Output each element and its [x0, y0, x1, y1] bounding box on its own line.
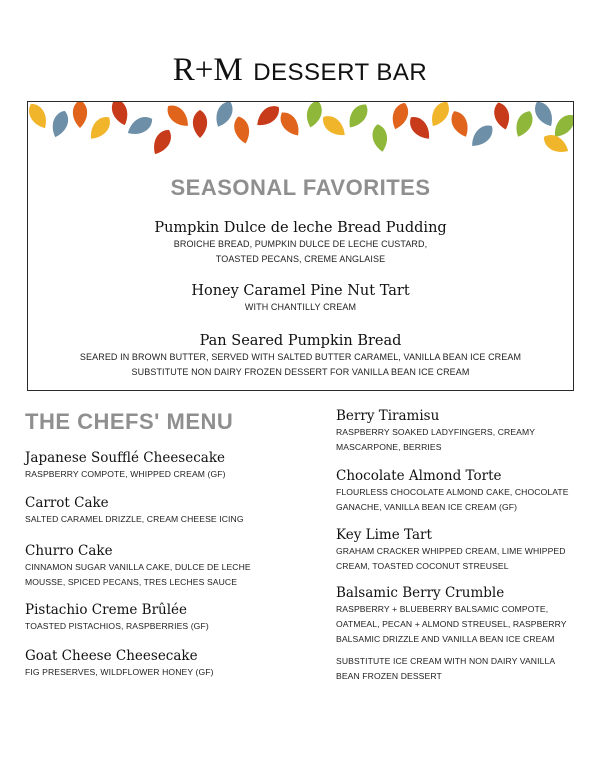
menu-item-desc: CINNAMON SUGAR VANILLA CAKE, DULCE DE LECHE [25, 562, 251, 572]
menu-note [336, 654, 581, 684]
seasonal-item-desc: SEARED IN BROWN BUTTER, SERVED WITH SALTED BUTTER CARAMEL, VANILLA BEAN ICE CREAM [79, 352, 522, 362]
menu-item-name: Japanese Soufflé Cheesecake [25, 450, 226, 466]
menu-item [25, 601, 295, 634]
menu-item-name: Chocolate Almond Torte [336, 468, 502, 484]
menu-item-name: Churro Cake [25, 543, 113, 559]
menu-item-desc: OATMEAL, PECAN + ALMOND STREUSEL, RASPBERRY [336, 619, 567, 629]
menu-item-desc: SALTED CARAMEL DRIZZLE, CREAM CHEESE ICING [25, 514, 244, 524]
brand-logo: R+M [172, 52, 243, 88]
seasonal-item-desc: SUBSTITUTE NON DAIRY FROZEN DESSERT FOR VANILLA BEAN ICE CREAM [131, 367, 470, 377]
seasonal-item-desc: WITH CHANTILLY CREAM [244, 302, 357, 312]
menu-item [336, 584, 581, 647]
menu-item-desc: GRAHAM CRACKER WHIPPED CREAM, LIME WHIPPED [336, 546, 566, 556]
brand-title: DESSERT BAR [253, 59, 428, 86]
menu-item [25, 494, 295, 527]
menu-item-desc: BALSAMIC DRIZZLE AND VANILLA BEAN ICE CREAM [336, 634, 555, 644]
menu-item [336, 526, 581, 574]
seasonal-item [28, 282, 573, 315]
menu-note-line: BEAN FROZEN DESSERT [336, 671, 442, 681]
seasonal-item-name: Pan Seared Pumpkin Bread [199, 333, 402, 349]
menu-note-line: SUBSTITUTE ICE CREAM WITH NON DAIRY VANILLA [336, 656, 556, 666]
menu-item-name: Berry Tiramisu [336, 408, 440, 424]
seasonal-item [28, 332, 573, 380]
menu-item [25, 542, 295, 590]
seasonal-favorites-box [27, 101, 574, 391]
menu-item [25, 449, 295, 482]
leaf-shapes [28, 102, 574, 158]
menu-item-desc: RASPBERRY + BLUEBERRY BALSAMIC COMPOTE, [336, 604, 549, 614]
seasonal-item-name: Honey Caramel Pine Nut Tart [191, 283, 410, 299]
menu-item-desc: FLOURLESS CHOCOLATE ALMOND CAKE, CHOCOLATE [336, 487, 569, 497]
menu-item-name: Goat Cheese Cheesecake [25, 648, 198, 664]
chefs-menu-heading: THE CHEFS' MENU [25, 409, 234, 434]
menu-item-desc: GANACHE, VANILLA BEAN ICE CREAM (GF) [336, 502, 518, 512]
seasonal-item-name: Pumpkin Dulce de leche Bread Pudding [154, 220, 447, 236]
menu-item-desc: MASCARPONE, BERRIES [336, 442, 442, 452]
menu-item-name: Carrot Cake [25, 495, 109, 511]
menu-header [0, 52, 600, 89]
seasonal-item-desc: TOASTED PECANS, CREME ANGLAISE [215, 254, 386, 264]
menu-item-desc: FIG PRESERVES, WILDFLOWER HONEY (GF) [25, 667, 214, 677]
menu-item-name: Key Lime Tart [336, 527, 432, 543]
menu-item-desc: TOASTED PISTACHIOS, RASPBERRIES (GF) [25, 621, 209, 631]
menu-item-name: Pistachio Creme Brûlée [25, 602, 188, 618]
menu-item-name: Balsamic Berry Crumble [336, 585, 505, 601]
menu-item-desc: RASPBERRY SOAKED LADYFINGERS, CREAMY [336, 427, 536, 437]
seasonal-favorites-heading: SEASONAL FAVORITES [170, 175, 431, 200]
menu-item [25, 647, 295, 680]
autumn-leaves-garland [28, 102, 574, 182]
menu-item-desc: RASPBERRY COMPOTE, WHIPPED CREAM (GF) [25, 469, 226, 479]
seasonal-item-desc: BROICHE BREAD, PUMPKIN DULCE DE LECHE CUSTARD, [173, 239, 428, 249]
seasonal-item [28, 219, 573, 267]
menu-item [336, 407, 581, 455]
menu-item-desc: CREAM, TOASTED COCONUT STREUSEL [336, 561, 509, 571]
menu-item-desc: MOUSSE, SPICED PECANS, TRES LECHES SAUCE [25, 577, 238, 587]
menu-item [336, 467, 581, 515]
